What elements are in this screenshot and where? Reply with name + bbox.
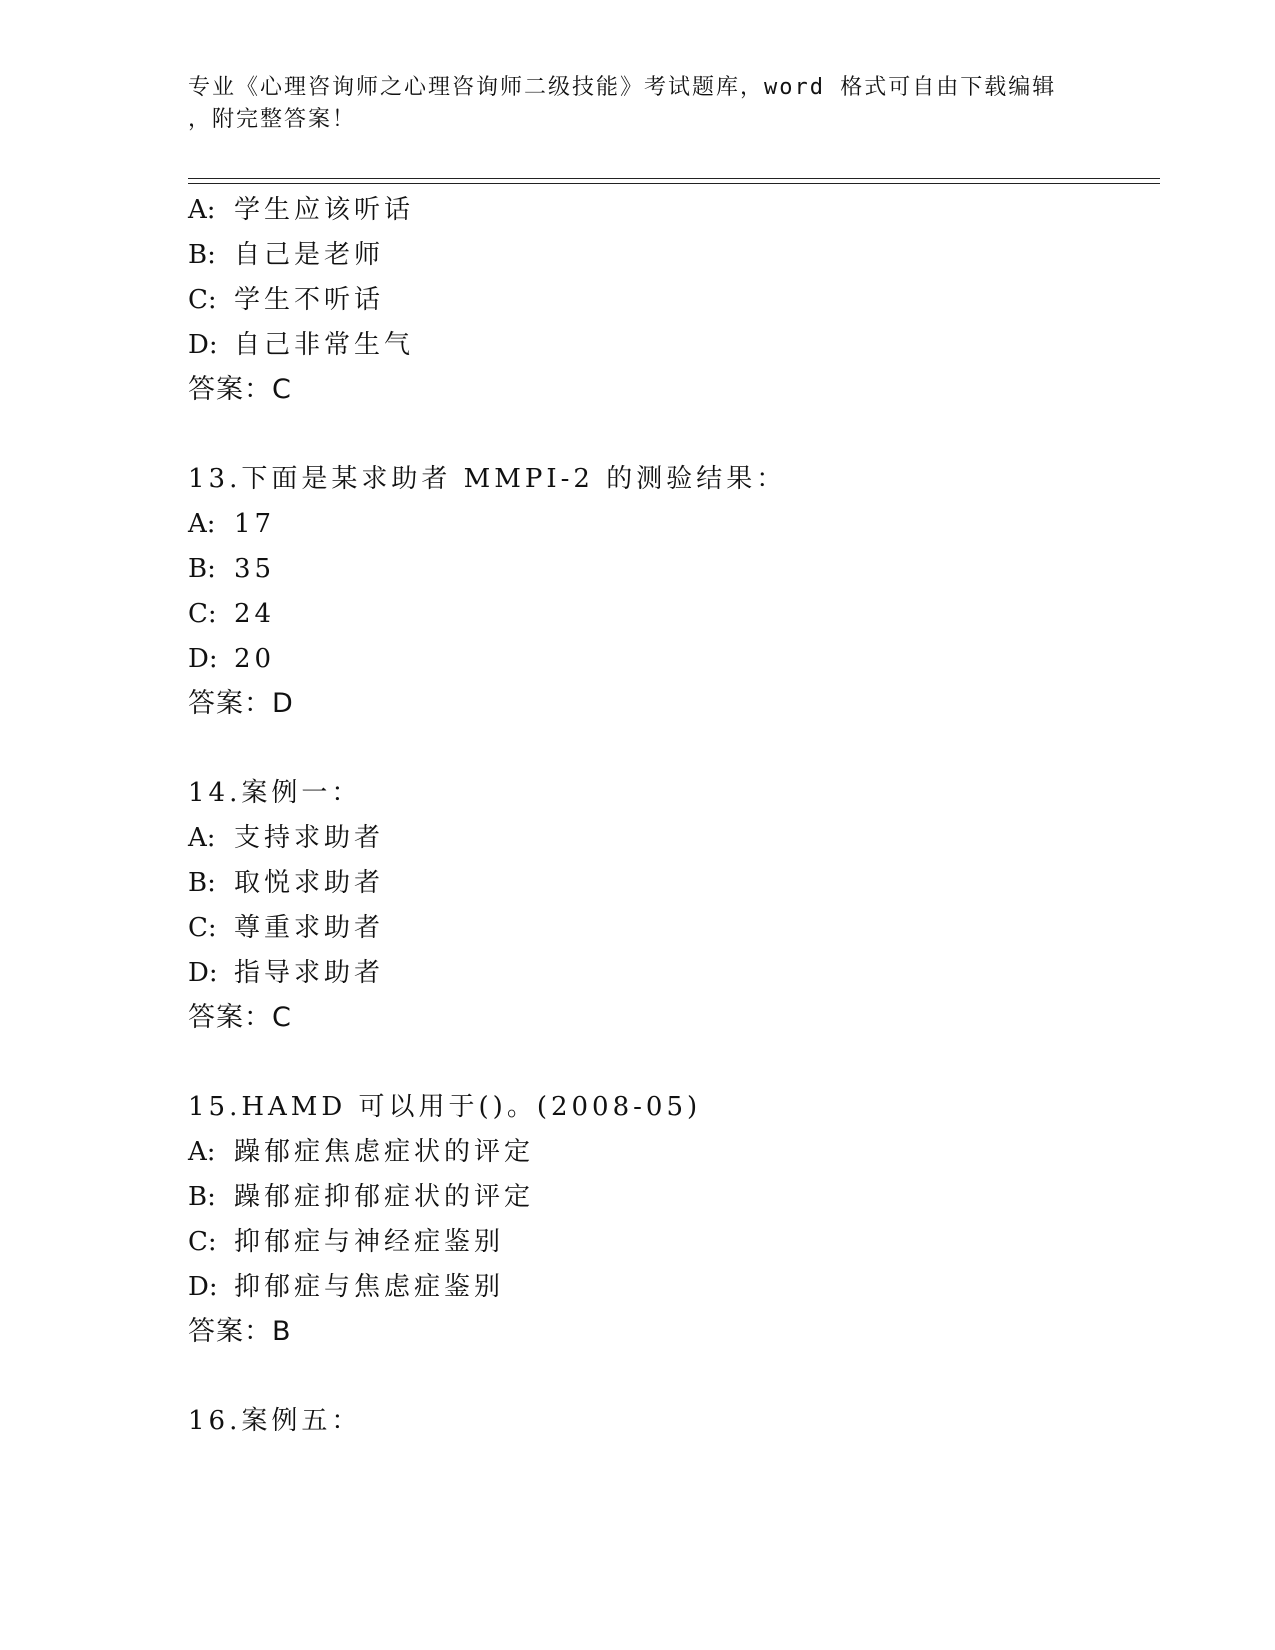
q13-option-c — [188, 598, 275, 630]
q12-option-c — [188, 284, 384, 316]
option-text: 躁郁症抑郁症状的评定 — [234, 1182, 535, 1212]
option-text: 学生应该听话 — [234, 195, 415, 225]
option-letter: A: — [188, 509, 216, 539]
option-letter: B: — [188, 240, 216, 270]
option-letter: C: — [188, 1227, 217, 1257]
option-letter: D: — [188, 1272, 218, 1302]
option-letter: D: — [188, 644, 218, 674]
option-text: 抑郁症与神经症鉴别 — [234, 1227, 505, 1257]
option-letter: B: — [188, 1182, 216, 1212]
q13-option-b — [188, 553, 275, 585]
option-letter: A: — [188, 823, 216, 853]
option-letter: D: — [188, 330, 218, 360]
q14-stem: 14.案例一： — [188, 778, 362, 808]
option-letter: D: — [188, 958, 218, 988]
header-line-2: ，附完整答案！ — [188, 107, 357, 132]
q12-answer: 答案：C — [188, 374, 292, 405]
option-letter: A: — [188, 195, 216, 225]
option-letter: C: — [188, 913, 217, 943]
q15-option-a — [188, 1136, 534, 1168]
q14-option-c — [188, 912, 384, 944]
option-text: 学生不听话 — [234, 285, 385, 315]
option-text: 自己非常生气 — [234, 330, 415, 360]
header-divider-top — [188, 178, 1160, 179]
q13-option-d — [188, 643, 275, 675]
q14-option-d — [188, 957, 384, 989]
q12-option-b — [188, 239, 384, 271]
q13-answer: 答案：D — [188, 688, 294, 719]
option-letter: C: — [188, 285, 217, 315]
q14-option-a — [188, 822, 384, 854]
q15-option-c — [188, 1226, 504, 1258]
option-text: 20 — [234, 644, 276, 674]
q15-answer: 答案：B — [188, 1316, 292, 1347]
option-letter: B: — [188, 554, 216, 584]
option-text: 指导求助者 — [234, 958, 385, 988]
q15-option-d — [188, 1271, 504, 1303]
option-letter: C: — [188, 599, 217, 629]
q12-option-a — [188, 194, 414, 226]
header-line-1: 专业《心理咨询师之心理咨询师二级技能》考试题库，word 格式可自由下载编辑 — [188, 75, 1057, 100]
option-text: 自己是老师 — [234, 240, 385, 270]
option-letter: A: — [188, 1137, 216, 1167]
q13-option-a — [188, 508, 275, 540]
option-text: 取悦求助者 — [234, 868, 385, 898]
q12-option-d — [188, 329, 414, 361]
q14-option-b — [188, 867, 384, 899]
option-text: 35 — [234, 554, 276, 584]
option-text: 抑郁症与焦虑症鉴别 — [234, 1272, 505, 1302]
q16-stem: 16.案例五： — [188, 1406, 362, 1436]
option-text: 17 — [234, 509, 276, 539]
document-header — [188, 72, 1088, 136]
option-text: 尊重求助者 — [234, 913, 385, 943]
q14-answer: 答案：C — [188, 1002, 292, 1033]
q15-option-b — [188, 1181, 534, 1213]
option-text: 支持求助者 — [234, 823, 385, 853]
header-divider-bottom — [188, 183, 1160, 184]
q13-stem: 13.下面是某求助者 MMPI-2 的测验结果： — [188, 464, 787, 494]
option-text: 24 — [234, 599, 276, 629]
option-text: 躁郁症焦虑症状的评定 — [234, 1137, 535, 1167]
option-letter: B: — [188, 868, 216, 898]
q15-stem: 15.HAMD 可以用于()。(2008-05) — [188, 1092, 702, 1122]
